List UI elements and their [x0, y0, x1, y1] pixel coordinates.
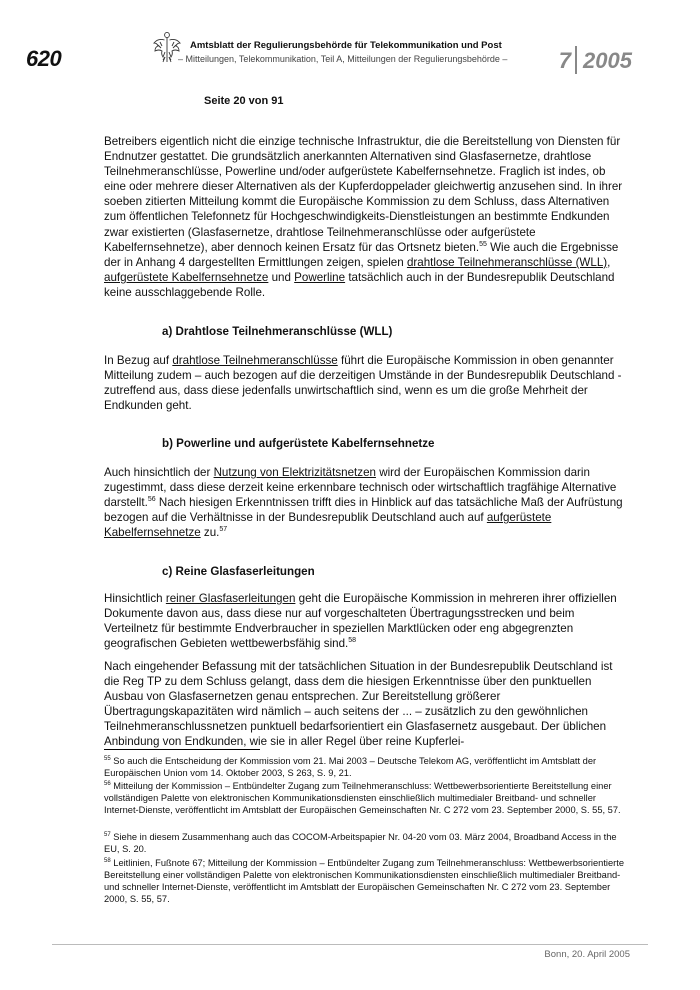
issue-divider [575, 46, 577, 74]
paragraph-2 [104, 353, 624, 413]
footnote-58 [104, 857, 626, 905]
text-run: Auch hinsichtlich der [104, 466, 214, 479]
issue-year: 2005 [583, 48, 632, 73]
section-heading-b: b) Powerline und aufgerüstete Kabelfernsehnetze [162, 437, 435, 450]
text-run: Hinsichtlich [104, 592, 166, 605]
footnote-ref-55[interactable]: 55 [479, 240, 487, 248]
text-run: geht die Europäische Kommission in mehreren ihrer offiziellen Dokumente davon aus, dass diese nur auf vorgeschalteten Übertragungsstrecken und beim Verteilnetz für bestimmte Endverbraucher in speziellen Marktlücken oder eng abgegrenzten geografischen Gebieten wettbewerbsfähig sind. [104, 592, 617, 651]
footnote-number: 55 [104, 756, 111, 762]
footer-divider [52, 944, 648, 945]
underlined-term-powerline: Powerline [294, 270, 346, 284]
text-run: In Bezug auf [104, 354, 173, 367]
footnote-ref-58[interactable]: 58 [348, 637, 357, 645]
footnote-text: Mitteilung der Kommission – Entbündelter Zugang zum Teilnehmeranschluss: Wettbewerbsorientierte Bereitstellung einer vollständigen Palette von elektronischen Kommunikationsdiensten einschließlich multimedialer Breitband- und schneller Internet-Dienste, veröffentlicht im Amtsblatt der Europäischen Gemeinschaften Nr. C 272 vom 23. September 2000, S. 55, 57. [104, 781, 621, 816]
section-heading-a: a) Drahtlose Teilnehmeranschlüsse (WLL) [162, 325, 393, 338]
paragraph-3 [104, 465, 624, 540]
paragraph-5: Nach eingehender Befassung mit der tatsächlichen Situation in der Bundesrepublik Deutschland ist die Reg TP zu dem Schluss gelangt, dass dem die hiesigen Erkenntnisse über den punktuellen Ausbau von Glasfasernetzen genau entsprechen. Zur Bereitstellung größerer Übertragungskapazitäten wird nämlich – auch seitens der ... – zusätzlich zu den gewöhnlichen Teilnehmeranschlussnetzen punktuell bedarfsorientiert ein Glasfasernetz ausgebaut. Der üblichen Anbindung von Endkunden, wie sie in aller Regel über reine Kupferlei- [104, 660, 613, 749]
paragraph-1 [104, 134, 624, 300]
underlined-term-wireless: drahtlose Teilnehmeranschlüsse [172, 354, 338, 367]
text-run: zu. [200, 526, 220, 540]
footnote-divider [104, 749, 260, 750]
paragraph-4 [104, 591, 624, 651]
page-count: Seite 20 von 91 [204, 95, 284, 107]
text-run: führt die Europäische Kommission in oben genannter Mitteilung zudem – auch bezogen auf die derzeitigen Umstände in der Bundesrepublik Deutschland - zutreffend aus, dass diese jedenfalls unwirtschaftlich sind, wenn es um die große Mehrheit der Endkunden geht. [104, 354, 622, 413]
text-run: Nach hiesigen Erkenntnissen trifft dies in Hinblick auf das tatsächliche Maß der Aufrüstung bezogen auf die Verhältnisse in der Bundesrepublik Deutschland auch auf [104, 496, 623, 525]
page-number: 620 [26, 46, 62, 71]
text-run: und [268, 270, 295, 284]
text-run: wird der Europäischen Kommission darin zugestimmt, dass diese derzeit keine erkennbare technisch oder wirtschaftlich tragfähige Alternative darstellt. [104, 466, 617, 510]
footnote-ref-56[interactable]: 56 [147, 496, 156, 504]
gazette-subtitle: – Mitteilungen, Telekommunikation, Teil A, Mitteilungen der Regulierungsbehörde – [178, 54, 508, 64]
footnote-text: Siehe in diesem Zusammenhang auch das COCOM-Arbeitspapier Nr. 04-20 vom 03. März 2004, Broadband Access in the EU, S. 20. [104, 832, 617, 855]
gazette-title: Amtsblatt der Regulierungsbehörde für Telekommunikation und Post [190, 40, 502, 51]
footnote-number: 56 [104, 781, 111, 787]
footnote-56 [104, 780, 626, 816]
underlined-term-wll: drahtlose Teilnehmeranschlüsse (WLL) [406, 255, 608, 269]
underlined-term-fiber: reiner Glasfaserleitungen [165, 592, 296, 605]
footnote-text: Leitlinien, Fußnote 67; Mitteilung der Kommission – Entbündelter Zugang zum Teilnehmeranschluss: Wettbewerbsorientierte Bereitstellung einer vollständigen Palette von elektronischen Kommunikationsdiensten einschließlich multimedialer Breitband- und schneller Internet-Dienste, veröffentlicht im Amtsblatt der Europäischen Gemeinschaften Nr. C 272 vom 23. September 2000, S. 55, 57. [104, 858, 625, 905]
text-run: Betreibers eigentlich nicht die einzige technische Infrastruktur, die die Bereitstellung von Diensten für Endnutzer gestattet. Die grundsätzlich anerkannten Alternativen sind Glasfasernetze, drahtlose Teilnehmeranschlüsse, Powerline und/oder aufgerüstete Kabelfernsehnetze. Fraglich ist indes, ob eine oder mehrere dieser Alternativen als der Kupferdoppelader gleichwertig anzusehen sind. In ihrer soeben zitierten Mitteilung kommt die Europäische Kommission zu dem Schluss, dass Alternativen zum öffentlichen Telefonnetz für Hochgeschwindigkeits-Dienstleistungen an bestimmte Endkunden zwar existierten (Glasfasernetze, drahtlose Teilnehmeranschlüsse oder aufgerüstete Kabelfernsehnetze), aber dennoch keinen Ersatz für das Ortsnetz bieten. [104, 135, 623, 254]
underlined-term-cable: aufgerüstete Kabelfernsehnetze [104, 270, 269, 284]
footnote-text: So auch die Entscheidung der Kommission vom 21. Mai 2003 – Deutsche Telekom AG, veröffentlicht im Amtsblatt der Europäischen Union vom 14. Oktober 2003, S 263, S. 9, 21. [104, 756, 597, 779]
text-run: , [607, 255, 611, 269]
text-run: tatsächlich auch in der Bundesrepublik Deutschland keine ausschlaggebende Rolle. [104, 270, 615, 299]
footnote-57 [104, 831, 626, 855]
issue-number: 7 [558, 48, 572, 73]
footnote-number: 57 [104, 832, 111, 838]
footnote-55 [104, 755, 626, 779]
text-run: Wie auch die Ergebnisse der in Anhang 4 dargestellten Ermittlungen zeigen, spielen [104, 240, 619, 269]
underlined-term-electricity: Nutzung von Elektrizitätsnetzen [213, 466, 376, 479]
issue-label [559, 46, 632, 74]
footnote-ref-57[interactable]: 57 [219, 526, 228, 534]
underlined-term-cable-tv: aufgerüstete Kabelfernsehnetze [104, 511, 552, 540]
footnote-number: 58 [104, 858, 111, 864]
section-heading-c: c) Reine Glasfaserleitungen [162, 565, 315, 578]
footer-date: Bonn, 20. April 2005 [544, 949, 630, 960]
